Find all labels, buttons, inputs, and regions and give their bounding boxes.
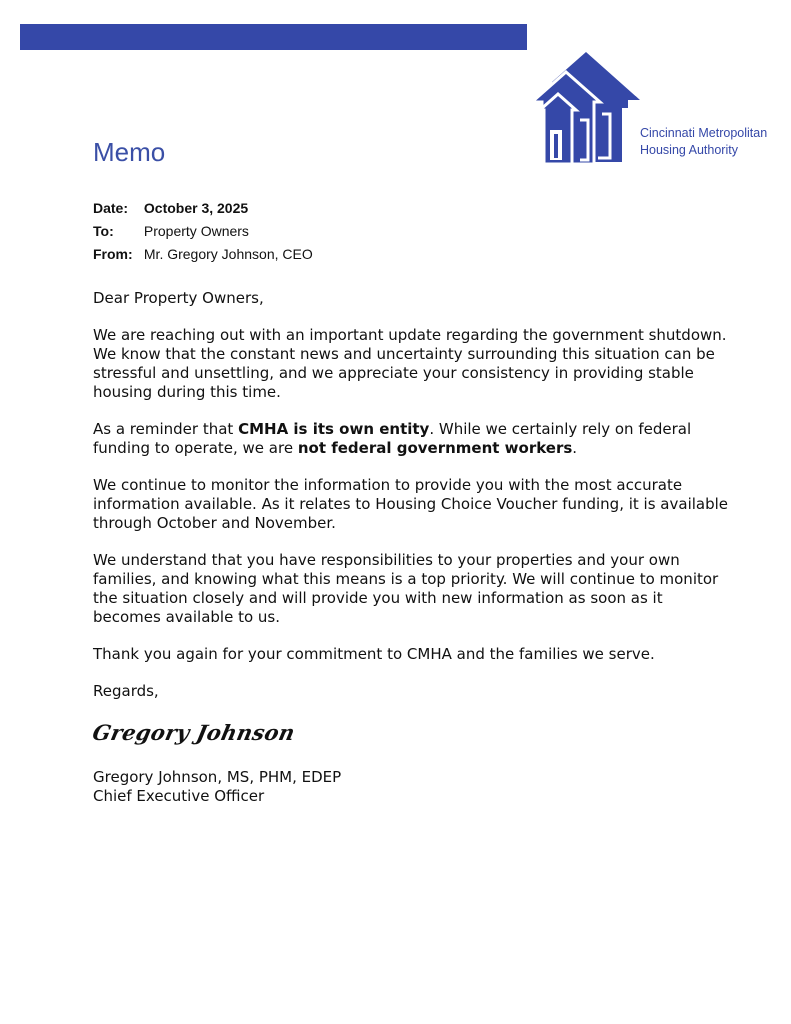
memo-title: Memo	[93, 137, 166, 167]
org-name-line1: Cincinnati Metropolitan	[640, 126, 768, 140]
paragraph-2-text: . While we certainly rely on federal funding to operate, we are	[93, 420, 692, 457]
header-bar	[20, 24, 527, 50]
org-name	[640, 125, 767, 159]
paragraph-2-text: As a reminder that	[93, 420, 239, 438]
paragraph-4: We understand that you have responsibilities to your properties and your own families, and knowing what this means is a top priority. We will continue to monitor the situation closely and will provide you with new information as soon as it becomes available to us.	[93, 551, 719, 626]
org-name-line2: Housing Authority	[640, 143, 738, 157]
paragraph-5: Thank you again for your commitment to CMHA and the families we serve.	[93, 645, 655, 663]
from-label: From:	[93, 246, 133, 262]
paragraph-2	[93, 420, 733, 458]
date-value: October 3, 2025	[143, 200, 249, 216]
signature-block	[93, 768, 341, 806]
paragraph-2-emphasis-1: CMHA is its own entity	[238, 420, 430, 438]
from-value: Mr. Gregory Johnson, CEO	[143, 246, 313, 262]
cmha-logo	[528, 50, 778, 170]
signer-name: Gregory Johnson, MS, PHM, EDEP	[93, 768, 342, 786]
houses-logo-icon	[528, 50, 640, 168]
paragraph-1: We are reaching out with an important update regarding the government shutdown. We know that the constant news and uncertainty surrounding this situation can be stressful and unsettling, and we appreciate your consistency in providing stable housing during this time.	[93, 326, 727, 401]
memo-meta	[93, 199, 313, 268]
handwritten-signature: Gregory Johnson	[90, 720, 298, 745]
greeting: Dear Property Owners,	[93, 289, 264, 307]
paragraph-2-text: .	[572, 439, 578, 457]
date-label: Date:	[93, 200, 129, 216]
signer-title: Chief Executive Officer	[93, 787, 265, 805]
closing: Regards,	[93, 682, 159, 700]
paragraph-2-emphasis-2: not federal government workers	[297, 439, 573, 457]
to-value: Property Owners	[143, 223, 249, 239]
to-label: To:	[93, 223, 114, 239]
letter-body	[93, 289, 733, 719]
paragraph-3: We continue to monitor the information to provide you with the most accurate information available. As it relates to Housing Choice Voucher funding, it is available through October and November.	[93, 476, 729, 532]
from-row	[93, 245, 313, 268]
date-row	[93, 199, 313, 222]
to-row	[93, 222, 313, 245]
